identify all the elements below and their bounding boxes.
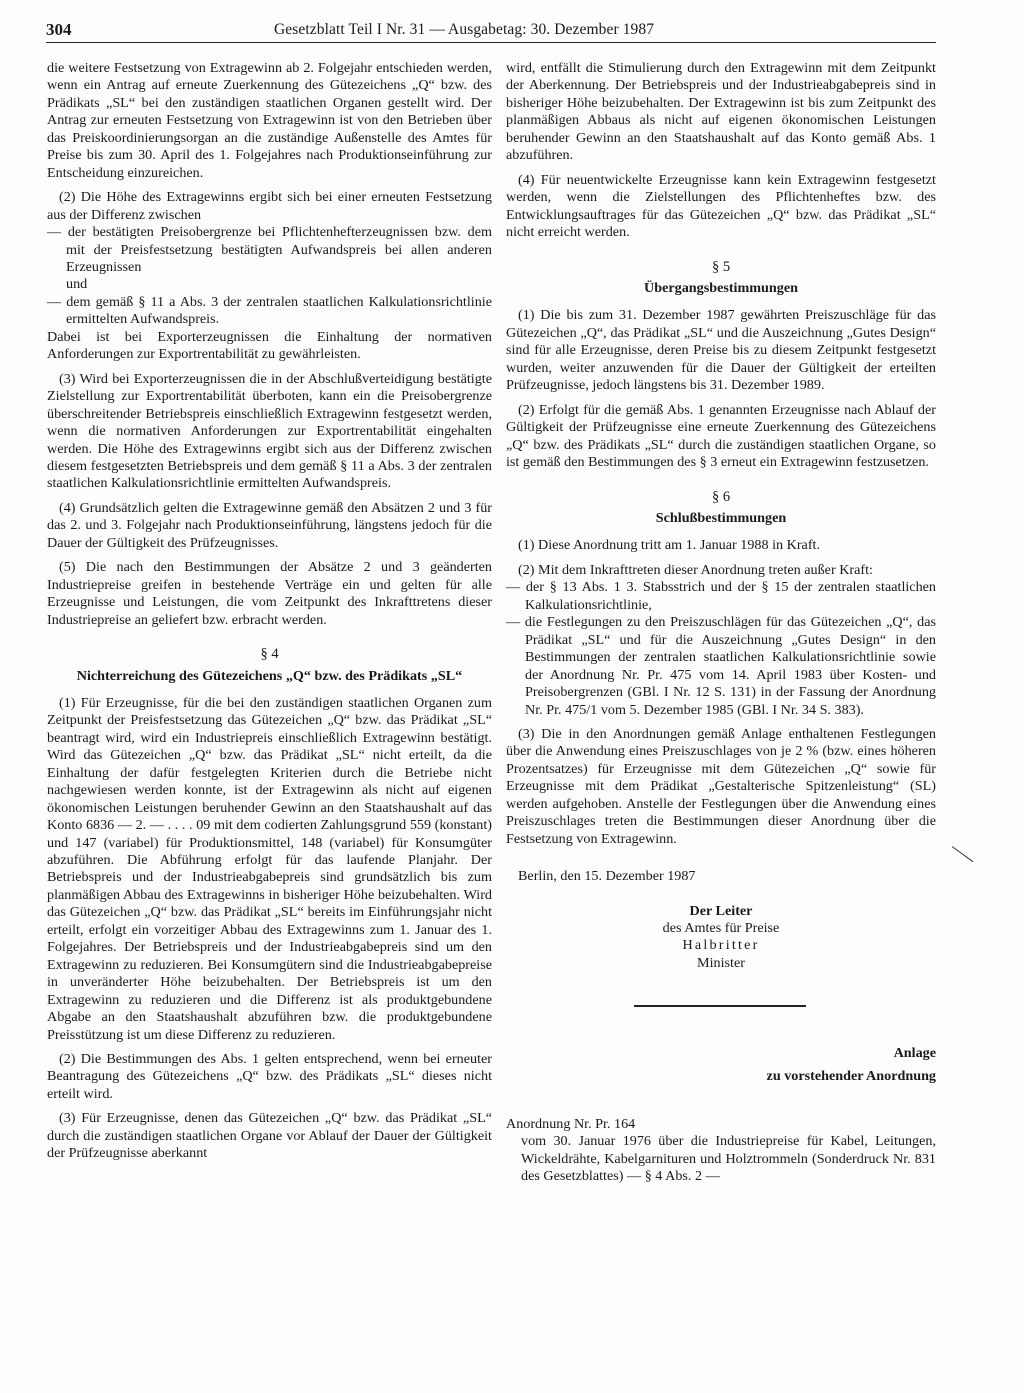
paragraph: (2) Die Höhe des Extragewinns ergibt sich bei einer erneuten Festsetzung aus der Differenz zwischen <box>47 189 492 223</box>
paragraph: (4) Für neuentwickelte Erzeugnisse kann kein Extragewinn festgesetzt werden, wenn die Zielstellungen des Pflichtenheftes bzw. des Entwicklungsauftrages für das Gütezeichen „Q“ bzw. das Prädikat „SL“ nicht erreicht werden. <box>506 171 936 241</box>
appendix-heading: Anlage <box>893 1044 936 1061</box>
dash-item-continuation: und <box>66 276 88 293</box>
paragraph: (1) Diese Anordnung tritt am 1. Januar 1988 in Kraft. <box>518 537 820 554</box>
signatory-name: Halbritter <box>682 937 760 954</box>
dash-item: — der bestätigten Preisobergrenze bei Pflichtenhefterzeugnissen bzw. dem mit der Preisfestsetzung bestätigten Aufwandspreis bei allen anderen Erzeugnissen <box>47 224 492 275</box>
paragraph: die weitere Festsetzung von Extragewinn ab 2. Folgejahr entschieden werden, wenn ein Antrag auf erneute Zuerkennung des Gütezeichens „Q“ bzw. des Prädikats „SL“ bei den zuständigen staatlichen Organen gestellt wird. Der Antrag zur erneuten Festsetzung von Extragewinn ist von den Betrieben über das Preiskoordinierungsorgan an die zuständige Außenstelle des Amtes für Preise bis zum 30. April des 1. Folgejahres nach Produktionseinführung zur Entscheidung einzureichen. <box>47 60 492 181</box>
right-column <box>506 60 936 1186</box>
appendix-reference: Anordnung Nr. Pr. 164 <box>506 1115 636 1132</box>
dash-item: — die Festlegungen zu den Preiszuschlägen für das Gütezeichen „Q“, das Prädikat „SL“ und für die Auszeichnung „Gutes Design“ in den Bestimmungen der zentralen staatlichen Kalkulationsrichtlinie sowie der Anordnung Nr. Pr. 475 vom 14. April 1983 über Kosten- und Preisobergrenzen (GBl. I Nr. 12 S. 131) in der Fassung der Anordnung Nr. Pr. 475/1 vom 5. Dezember 1985 (GBl. I Nr. 34 S. 383). <box>506 614 936 718</box>
divider-rule <box>634 1005 806 1007</box>
header-title: Gesetzblatt Teil I Nr. 31 — Ausgabetag: 30. Dezember 1987 <box>274 21 655 38</box>
paragraph: (1) Die bis zum 31. Dezember 1987 gewährten Preiszuschläge für das Gütezeichen „Q“, das Prädikat „SL“ und die Auszeichnung „Gutes Design“ sind für alle Erzeugnisse, deren Preise bis zu diesem Zeitpunkt festgesetzt wurden, weiter anzuwenden für die Dauer der Gültigkeit der erteilten Prüfzeugnisse, jedoch längstens bis 31. Dezember 1989. <box>506 307 936 394</box>
paragraph: Dabei ist bei Exporterzeugnissen die Einhaltung der normativen Anforderungen zur Exportrentabilität zu gewährleisten. <box>47 328 492 363</box>
section-title: Nichterreichung des Gütezeichens „Q“ bzw. des Prädikats „SL“ <box>76 667 463 684</box>
section-number: § 4 <box>260 646 279 663</box>
paragraph: (2) Mit dem Inkrafttreten dieser Anordnung treten außer Kraft: <box>518 561 873 578</box>
section-title: Schlußbestimmungen <box>655 509 787 526</box>
paragraph: (4) Grundsätzlich gelten die Extragewinne gemäß den Absätzen 2 und 3 für das 2. und 3. Folgejahr nach Produktionseinführung, längstens jedoch für die Dauer der Gültigkeit des Prüfzeugnisses. <box>47 499 492 551</box>
section-number: § 6 <box>711 488 731 505</box>
dash-item: — der § 13 Abs. 1 3. Stabsstrich und der § 15 der zentralen staatlichen Kalkulationsrichtlinie, <box>506 579 936 613</box>
paragraph: (3) Wird bei Exporterzeugnissen die in der Abschlußverteidigung bestätigte Zielstellung zur Exportrentabilität überboten, kann ein die Preisobergrenze überschreitender Betriebspreis einschließlich Extragewinn festgesetzt werden, wenn die normativen Anforderungen zur Exportrentabilität eingehalten werden. Die Höhe des Extragewinns ergibt sich aus der Differenz zwischen diesem festgesetzten Betriebspreis und dem gemäß § 11 a Abs. 3 der zentralen staatlichen Kalkulationsrichtlinie ermittelten Aufwandspreis. <box>47 370 492 492</box>
dash-item: — dem gemäß § 11 a Abs. 3 der zentralen staatlichen Kalkulationsrichtlinie ermittelten Aufwandspreis. <box>47 293 492 328</box>
section-number: § 5 <box>711 258 731 275</box>
paragraph: wird, entfällt die Stimulierung durch den Extragewinn mit dem Zeitpunkt der Aberkennung. Der Betriebspreis und der Industrieabgabepreis sind in bisheriger Höhe beizubehalten. Der Extragewinn ist bis zum Zeitpunkt des planmäßigen Abbaus als nicht auf eigenen ökonomischen Leistungen beruhender Gewinn an den Staatshaushalt auf das Konto gemäß Abs. 1 abzuführen. <box>506 60 936 164</box>
page-number: 304 <box>46 20 72 39</box>
paragraph: (1) Für Erzeugnisse, für die bei den zuständigen staatlichen Organen zum Zeitpunkt der Preisfestsetzung das Gütezeichen „Q“ bzw. das Prädikat „SL“ beantragt wird, wird ein Industriepreis einschließlich Extragewinn bestätigt. Wird das Gütezeichen „Q“ bzw. das Prädikat „SL“ nicht erteilt, da die Einhaltung der dafür festgelegten Kriterien durch die Betriebe nicht nachgewiesen werden konnte, ist der Extragewinn als nicht auf eigenen ökonomischen Leistungen beruhender Gewinn an den Staatshaushalt auf das Konto 6836 — 2. — . . . . 09 mit dem codierten Zahlungsgrund 559 (konstant) und 147 (variabel) für Produktionsmittel, 148 (variabel) für Konsumgüter abzuführen. Die Abführung erfolgt für das laufende Planjahr. Der Betriebspreis und der Industrieabgabepreis sind grundsätzlich bis zum planmäßigen Abbau des Extragewinns in bisheriger Höhe beizubehalten. Wird das Gütezeichen „Q“ bzw. das Prädikat „SL“ bereits im Einführungsjahr nicht erteilt, erfolgt ein vorzeitiger Abbau des Extragewinns zum 1. Januar des 1. Folgejahres. Der Betriebspreis und der Industrieabgabepreis sind um den Extragewinn zu reduzieren. Bei Konsumgütern sind die Industrieabgabepreise in unveränderter Höhe beizubehalten. Der Betriebspreis ist um den Extragewinn zu reduzieren und die Differenz ist als produktgebundene Abgabe an den Staatshaushalt abzuführen bzw. die produktgebundene Preisstützung ist um diese Differenz zu reduzieren. <box>47 694 492 1043</box>
left-column <box>47 60 492 1163</box>
paragraph: (2) Die Bestimmungen des Abs. 1 gelten entsprechend, wenn bei erneuter Beantragung des Gütezeichens „Q“ bzw. des Prädikats „SL“ dieses nicht erteilt wird. <box>47 1051 492 1102</box>
signature-title: Der Leiter <box>689 902 753 919</box>
signatory-role: Minister <box>697 954 745 971</box>
signature-office: des Amtes für Preise <box>662 920 780 937</box>
appendix-subheading: zu vorstehender Anordnung <box>766 1068 936 1085</box>
place-date: Berlin, den 15. Dezember 1987 <box>518 868 696 885</box>
section-title: Übergangsbestimmungen <box>644 279 798 296</box>
paragraph: (2) Erfolgt für die gemäß Abs. 1 genannten Erzeugnisse nach Ablauf der Gültigkeit der Prüfzeugnisse eine erneute Zuerkennung des Gütezeichens „Q“ bzw. des Prädikats „SL“ durch die zuständigen staatlichen Organe, so ist gemäß den Bestimmungen des § 3 erneut ein Extragewinn festzusetzen. <box>506 401 936 471</box>
appendix-text: vom 30. Januar 1976 über die Industriepreise für Kabel, Leitungen, Wickeldrähte, Kabelgarnituren und Holztrommeln (Sonderdruck Nr. 831 des Gesetzblattes) — § 4 Abs. 2 — <box>521 1133 936 1185</box>
margin-mark <box>952 846 974 862</box>
paragraph: (3) Die in den Anordnungen gemäß Anlage enthaltenen Festlegungen über die Anwendung eines Preiszuschlages von je 2 % (bzw. eines höheren Prozentsatzes) für Erzeugnisse mit dem Gütezeichen „Q“ sowie für Erzeugnisse mit dem Prädikat „Gestalterische Spitzenleistung“ (SL) werden aufgehoben. Anstelle der Festlegungen über die Anwendung eines Preiszuschlages treten die Bestimmungen dieser Anordnung über die Festsetzung von Extragewinn. <box>506 725 936 847</box>
paragraph: (3) Für Erzeugnisse, denen das Gütezeichen „Q“ bzw. das Prädikat „SL“ durch die zuständigen staatlichen Organe vor Ablauf der Dauer der Gültigkeit der Prüfzeugnisse aberkannt <box>47 1110 492 1162</box>
page-header <box>46 20 936 43</box>
paragraph: (5) Die nach den Bestimmungen der Absätze 2 und 3 geänderten Industriepreise greifen in bestehende Verträge ein und gelten für alle Erzeugnisse und Leistungen, die vom Zeitpunkt des Inkrafttretens dieser Industriepreise an geliefert bzw. erbracht werden. <box>47 559 492 628</box>
